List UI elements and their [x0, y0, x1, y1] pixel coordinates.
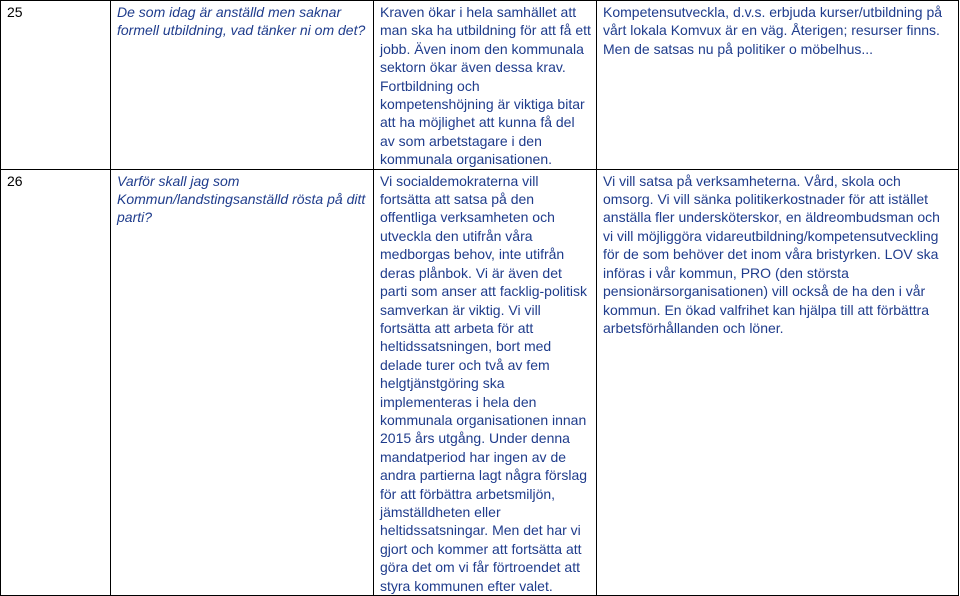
answer-party-b: Vi vill satsa på verksamheterna. Vård, skola och omsorg. Vi vill sänka politikerkostnader för att istället anställa fler undersköterskor, en äldreombudsman och vi vill möjliggöra vidareutbildning/kompetensutveckling för de som behöver det inom våra bristyrken. LOV ska införas i vår kommun, PRO (den största pensionärsorganisationen) vill också de ha den i vår kommun. En ökad valfrihet kan hjälpa till att förbättra arbetsförhållanden och löner. [597, 169, 959, 595]
answer-party-a: Vi socialdemokraterna vill fortsätta att satsa på den offentliga verksamheten och utveckla den utifrån våra medborgas behov, inte utifrån deras plånbok. Vi är även det parti som anser att facklig-politisk samverkan är viktig. Vi vill fortsätta att arbeta för att heltidssatsningen, bort med delade turer och två av fem helgtjänstgöring ska implementeras i hela den kommunala organisationen innan 2015 års utgång. Under denna mandatperiod har ingen av de andra partierna lagt några förslag för att förbättra arbetsmiljön, jämställdheten eller heltidssatsningar. Men det har vi gjort och kommer att fortsätta att göra det om vi får förtroendet att styra kommunen efter valet. [374, 169, 597, 595]
answer-party-b: Kompetensutveckla, d.v.s. erbjuda kurser/utbildning på vårt lokala Komvux är en väg. Återigen; resurser finns. Men de satsas nu på politiker o möbelhus... [597, 1, 959, 170]
table-row [1, 1, 959, 170]
answer-party-a: Kraven ökar i hela samhället att man ska ha utbildning för att få ett jobb. Även inom den kommunala sektorn ökar även dessa krav. Fortbildning och kompetenshöjning är viktiga bitar att ha möjlighet att kunna få del av som arbetstagare i den kommunala organisationen. [374, 1, 597, 170]
table-row [1, 169, 959, 595]
question-text: De som idag är anställd men saknar formell utbildning, vad tänker ni om det? [111, 1, 374, 170]
row-number: 26 [1, 169, 111, 595]
row-number: 25 [1, 1, 111, 170]
question-text: Varför skall jag som Kommun/landstingsanställd rösta på ditt parti? [111, 169, 374, 595]
